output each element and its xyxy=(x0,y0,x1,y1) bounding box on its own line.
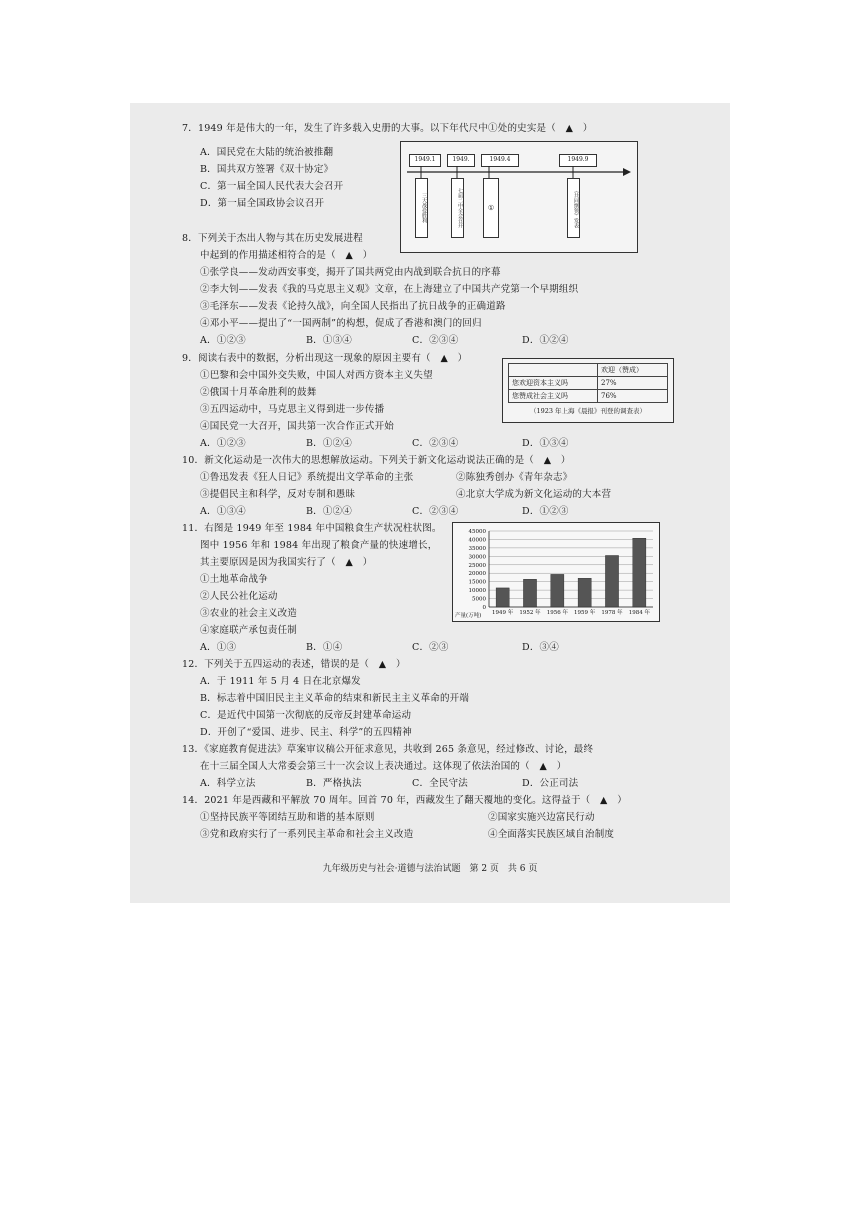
q9-item-4: ④国民党一大召开，国共第一次合作正式开始 xyxy=(200,421,395,432)
chart-x-tick-label: 1956 年 xyxy=(546,610,568,616)
q14-item-1: ①坚持民族平等团结互助和谐的基本原则 xyxy=(200,812,375,823)
chart-svg xyxy=(453,523,659,621)
q11-item-4: ④家庭联产承包责任制 xyxy=(200,625,298,636)
q8-choice-a: A．①②③ xyxy=(200,335,246,346)
survey-header: 欢迎（赞成） xyxy=(598,364,668,377)
survey-table xyxy=(508,363,668,403)
q11-stem-2: 图中 1956 年和 1984 年出现了粮食产量的快速增长， xyxy=(200,540,438,551)
timeline-event: 三大战役胜利 xyxy=(415,178,428,238)
q7-option-b: B．国共双方签署《双十协定》 xyxy=(200,164,334,175)
survey-note: （1923 年上海《晨报》刊登的调查表） xyxy=(529,407,647,415)
q14-item-4: ④全面落实民族区域自治制度 xyxy=(488,829,615,840)
q11-choice-b: B．①④ xyxy=(306,642,343,653)
q9-choice-c: C．②③④ xyxy=(412,438,459,449)
q12-option-b: B．标志着中国旧民主主义革命的结束和新民主主义革命的开端 xyxy=(200,693,470,704)
survey-row-value: 76% xyxy=(598,390,668,403)
q14-stem: 14．2021 年是西藏和平解放 70 周年。回首 70 年，西藏发生了翻天覆地的变化。这得益于（ ▲ ） xyxy=(182,795,627,806)
timeline-axis xyxy=(401,142,637,252)
chart-x-tick-label: 1978 年 xyxy=(601,610,623,616)
q10-choice-c: C．②③④ xyxy=(412,506,459,517)
chart-bar xyxy=(605,555,618,607)
q8-item-2: ②李大钊——发表《我的马克思主义观》文章，在上海建立了中国共产党第一个早期组织 xyxy=(200,284,579,295)
q12-option-c: C．是近代中国第一次彻底的反帝反封建革命运动 xyxy=(200,710,412,721)
q13-choice-d: D．公正司法 xyxy=(522,778,579,789)
chart-y-tick-label: 25000 xyxy=(468,562,486,569)
q9-choice-d: D．①③④ xyxy=(522,438,569,449)
q7-option-c: C．第一届全国人民代表大会召开 xyxy=(200,181,344,192)
q11-item-1: ①土地革命战争 xyxy=(200,574,268,585)
q11-choice-a: A．①③ xyxy=(200,642,237,653)
chart-x-tick-label: 1952 年 xyxy=(519,610,541,616)
q8-choice-b: B．①③④ xyxy=(306,335,352,346)
chart-y-tick-label: 5000 xyxy=(472,596,486,603)
q14-item-3: ③党和政府实行了一系列民主革命和社会主义改造 xyxy=(200,829,414,840)
q10-choice-b: B．①②④ xyxy=(306,506,352,517)
chart-y-tick-label: 10000 xyxy=(468,588,486,595)
chart-bar xyxy=(578,578,591,607)
q11-stem-3: 其主要原因是因为我国实行了（ ▲ ） xyxy=(200,557,373,568)
q13-choice-a: A．科学立法 xyxy=(200,778,256,789)
survey-row-value: 27% xyxy=(598,377,668,390)
q12-option-a: A．于 1911 年 5 月 4 日在北京爆发 xyxy=(200,676,361,687)
q12-option-d: D．开创了“爱国、进步、民主、科学”的五四精神 xyxy=(200,727,412,738)
q9-stem: 9．阅读右表中的数据，分析出现这一现象的原因主要有（ ▲ ） xyxy=(182,353,468,364)
chart-y-tick-label: 40000 xyxy=(468,537,486,544)
q9-item-1: ①巴黎和会中国外交失败，中国人对西方资本主义失望 xyxy=(200,370,433,381)
timeline-event: 《共同纲领》发表 xyxy=(567,178,580,238)
chart-y-tick-label: 35000 xyxy=(468,545,486,552)
q10-choice-d: D．①②③ xyxy=(522,506,569,517)
survey-table-box xyxy=(502,358,674,423)
q9-choice-b: B．①②④ xyxy=(306,438,352,449)
q8-item-3: ③毛泽东——发表《论持久战》，向全国人民指出了抗日战争的正确道路 xyxy=(200,301,506,312)
timeline-year: 1949.9 xyxy=(559,154,597,167)
q8-stem-1: 8．下列关于杰出人物与其在历史发展进程 xyxy=(182,233,363,244)
q8-choice-c: C．②③④ xyxy=(412,335,459,346)
chart-y-axis-label: 产量(万吨) xyxy=(455,613,482,619)
q13-choice-c: C．全民守法 xyxy=(412,778,468,789)
chart-y-tick-label: 0 xyxy=(482,605,486,611)
timeline-diagram xyxy=(400,141,638,253)
q11-stem-1: 11．右图是 1949 年至 1984 年中国粮食生产状况柱状图。 xyxy=(182,523,442,534)
timeline-year: 1949. xyxy=(447,154,475,167)
q10-item-1: ①鲁迅发表《狂人日记》系统提出文学革命的主张 xyxy=(200,472,414,483)
exam-page xyxy=(130,103,730,903)
q11-item-2: ②人民公社化运动 xyxy=(200,591,278,602)
chart-y-tick-label: 20000 xyxy=(468,571,486,578)
q11-choice-c: C．②③ xyxy=(412,642,449,653)
chart-x-tick-label: 1949 年 xyxy=(492,610,514,616)
timeline-year: 1949.1 xyxy=(409,154,441,167)
q12-stem: 12．下列关于五四运动的表述，错误的是（ ▲ ） xyxy=(182,659,406,670)
q13-stem-1: 13．《家庭教育促进法》草案审议稿公开征求意见，共收到 265 条意见，经过修改、讨论，最终 xyxy=(182,744,594,755)
q7-option-d: D．第一届全国政协会议召开 xyxy=(200,198,325,209)
page-footer: 九年级历史与社会·道德与法治试题 第 2 页 共 6 页 xyxy=(322,864,538,874)
chart-x-tick-label: 1959 年 xyxy=(574,610,596,616)
q13-choice-b: B．严格执法 xyxy=(306,778,362,789)
q9-item-3: ③五四运动中，马克思主义得到进一步传播 xyxy=(200,404,385,415)
q14-item-2: ②国家实施兴边富民行动 xyxy=(488,812,595,823)
timeline-year: 1949.4 xyxy=(481,154,519,167)
chart-y-tick-label: 15000 xyxy=(468,579,486,586)
q8-item-1: ①张学良——发动西安事变，揭开了国共两党由内战到联合抗日的序幕 xyxy=(200,267,501,278)
q9-choice-a: A．①②③ xyxy=(200,438,246,449)
chart-y-tick-label: 30000 xyxy=(468,554,486,561)
survey-row-question: 您欢迎资本主义吗 xyxy=(509,377,598,390)
q8-stem-2: 中起到的作用描述相符合的是（ ▲ ） xyxy=(200,250,373,261)
q10-item-4: ④北京大学成为新文化运动的大本营 xyxy=(456,489,612,500)
survey-row-question: 您赞成社会主义吗 xyxy=(509,390,598,403)
chart-bar xyxy=(633,538,646,607)
chart-y-tick-label: 45000 xyxy=(468,529,486,535)
q7-option-a: A．国民党在大陆的统治被推翻 xyxy=(200,147,334,158)
timeline-event-blank: ① xyxy=(483,178,499,238)
q11-choice-d: D．③④ xyxy=(522,642,559,653)
q9-item-2: ②俄国十月革命胜利的鼓舞 xyxy=(200,387,317,398)
chart-bar xyxy=(523,579,536,607)
q11-item-3: ③农业的社会主义改造 xyxy=(200,608,298,619)
chart-x-tick-label: 1984 年 xyxy=(628,610,650,616)
q13-stem-2: 在十三届全国人大常委会第三十一次会议上表决通过。这体现了依法治国的（ ▲ ） xyxy=(200,761,567,772)
q10-item-2: ②陈独秀创办《青年杂志》 xyxy=(456,472,573,483)
q10-item-3: ③提倡民主和科学，反对专制和愚昧 xyxy=(200,489,356,500)
q10-stem: 10．新文化运动是一次伟大的思想解放运动。下列关于新文化运动说法正确的是（ ▲ ） xyxy=(182,455,571,466)
q10-choice-a: A．①③④ xyxy=(200,506,246,517)
q8-item-4: ④邓小平——提出了“一国两制”的构想，促成了香港和澳门的回归 xyxy=(200,318,482,329)
grain-production-chart xyxy=(452,522,660,622)
timeline-event: 七届二中全会召开 xyxy=(451,178,464,238)
chart-bar xyxy=(551,574,564,607)
q8-choice-d: D．①②④ xyxy=(522,335,569,346)
q7-stem: 7．1949 年是伟大的一年，发生了许多载入史册的大事。以下年代尺中①处的史实是（ ▲ ） xyxy=(182,123,593,134)
chart-bar xyxy=(496,588,509,607)
